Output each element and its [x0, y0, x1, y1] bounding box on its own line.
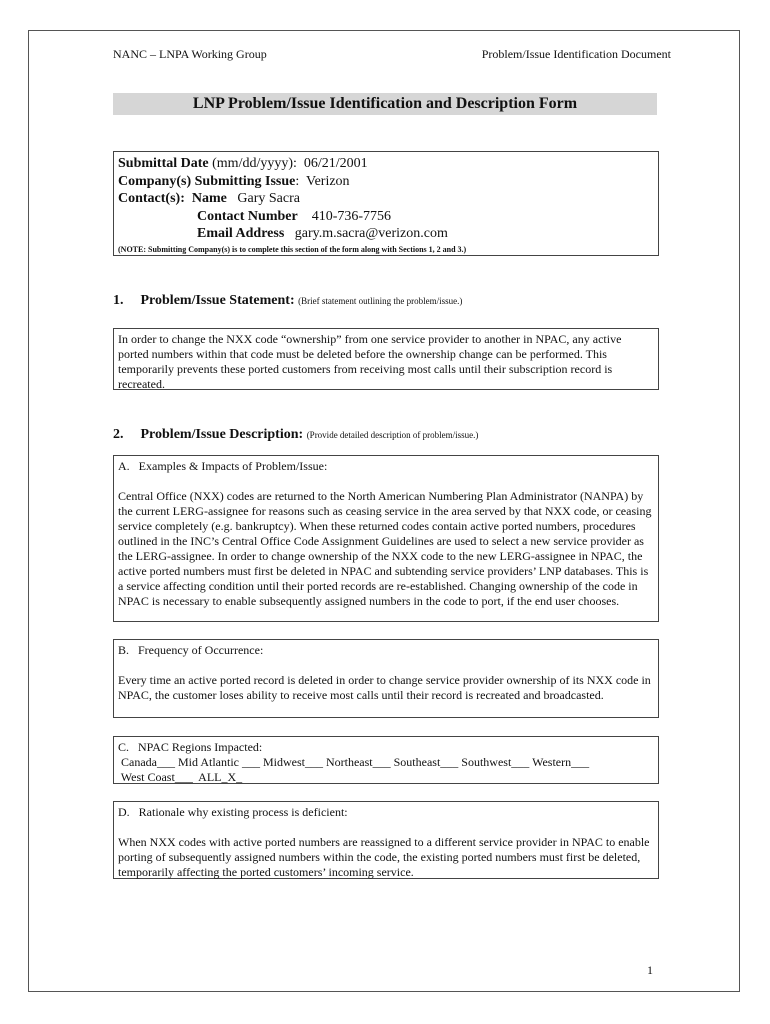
submittal-date-row	[118, 155, 654, 173]
header-right: Problem/Issue Identification Document	[481, 47, 671, 61]
section-2-hint: (Provide detailed description of problem/issue.)	[306, 430, 479, 440]
email-row	[118, 225, 654, 243]
contact-number-row	[118, 208, 654, 226]
email-label: Email Address	[197, 226, 285, 241]
section-1-heading	[113, 293, 462, 309]
section-2c-heading: C. NPAC Regions Impacted:	[118, 740, 263, 754]
form-title: LNP Problem/Issue Identification and Description Form	[113, 93, 657, 115]
email-value: gary.m.sacra@verizon.com	[294, 226, 448, 241]
section-2d-heading: D. Rationale why existing process is deficient:	[118, 805, 348, 819]
section-2c-regions-line-1: Canada___ Mid Atlantic ___ Midwest___ Northeast___ Southeast___ Southwest___ Western___	[118, 755, 590, 769]
section-1-box	[113, 328, 659, 390]
section-2b-box	[113, 639, 659, 718]
section-2a-box	[113, 455, 659, 622]
company-row: Company(s) Submitting Issue: Verizon	[118, 173, 350, 189]
contact-number-label: Contact Number	[197, 208, 298, 224]
section-1-text: In order to change the NXX code “ownership” from one service provider to another in NPAC, any active ported numbers within that code must be deleted before the ownership change can be performed. This temporarily prevents these ported customers from receiving most calls until their subscription record is recreated.	[118, 332, 622, 391]
section-2b-heading: B. Frequency of Occurrence:	[118, 643, 264, 657]
section-1-title: Problem/Issue Statement:	[140, 293, 295, 308]
section-2-heading	[113, 427, 478, 443]
section-1-hint: (Brief statement outlining the problem/issue.)	[298, 296, 463, 306]
company-value: Verizon	[306, 173, 350, 189]
company-label: Company(s) Submitting Issue	[118, 173, 296, 189]
section-2d-box	[113, 801, 659, 879]
submittal-box	[113, 151, 659, 256]
section-2-number: 2.	[113, 427, 124, 442]
page-number: 1	[647, 963, 653, 977]
section-2d-text: When NXX codes with active ported numbers are reassigned to a different service provider in NPAC to enable porting of subsequently assigned numbers within the code, the existing ported numbers must first be deleted, temporarily affecting the ported customers’ incoming service.	[118, 835, 650, 879]
section-1-number: 1.	[113, 293, 124, 308]
section-2c-box	[113, 736, 659, 784]
section-2-title: Problem/Issue Description:	[140, 427, 304, 442]
name-label: Name	[191, 191, 227, 206]
submittal-date-format: (mm/dd/yyyy):	[212, 156, 297, 171]
contact-name-row	[118, 190, 654, 208]
contacts-label: Contact(s):	[118, 191, 185, 206]
section-2c-regions-line-2: West Coast___ ALL_X_	[118, 770, 243, 784]
document-page	[28, 30, 740, 992]
submittal-date-value: 06/21/2001	[303, 156, 368, 171]
submittal-note: (NOTE: Submitting Company(s) is to complete this section of the form along with Sections 1, 2 and 3.)	[118, 244, 467, 254]
section-2a-heading: A. Examples & Impacts of Problem/Issue:	[118, 459, 328, 473]
submittal-date-label: Submittal Date	[118, 156, 209, 171]
section-2b-text: Every time an active ported record is deleted in order to change service provider ownership of its NXX code in NPAC, the customer loses ability to receive most calls until their record is recreated and broadcasted.	[118, 673, 651, 702]
header-left: NANC – LNPA Working Group	[113, 47, 267, 61]
section-2a-text: Central Office (NXX) codes are returned to the North American Numbering Plan Administrator (NANPA) by the current LERG-assignee for reasons such as ceasing service in the area served by that NXX code, or ceasing service completely (e.g. bankruptcy). When these returned codes contain active ported numbers, procedures outlined in the INC’s Central Office Code Assignment Guidelines are used to select a new service provider as the LERG-assignee. In order to change ownership of the NXX code to the new LERG-assignee in NPAC, the active ported numbers must first be deleted in NPAC and subtending service providers’ LNP databases. This is a service affecting condition until their ported records are re-established. Changing ownership of the code in NPAC is necessary to enable subsequently assigned numbers in the code to port, if the end user chooses.	[118, 489, 652, 608]
contact-number-value: 410-736-7756	[311, 208, 392, 224]
name-value: Gary Sacra	[237, 191, 300, 206]
